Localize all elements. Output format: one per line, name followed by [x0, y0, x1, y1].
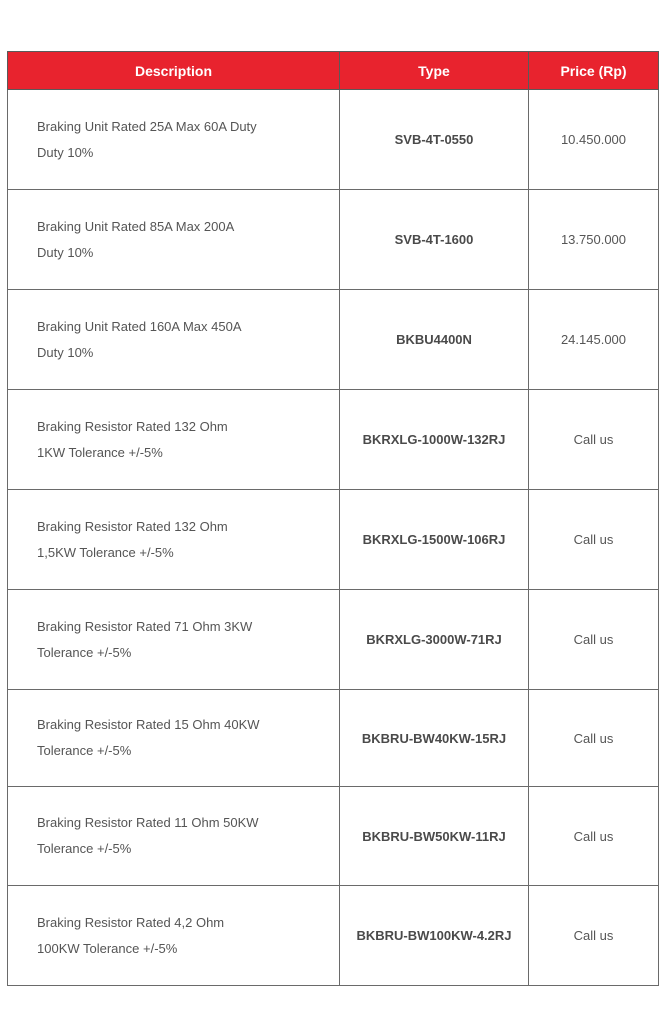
price-cell: 24.145.000: [529, 290, 659, 390]
description-cell: [8, 90, 340, 190]
price-cell: Call us: [529, 886, 659, 986]
price-cell: 10.450.000: [529, 90, 659, 190]
table-row: [8, 490, 659, 590]
table-row: [8, 886, 659, 986]
type-cell: BKRXLG-3000W-71RJ: [340, 590, 529, 690]
table-row: [8, 787, 659, 886]
description-line-2: Duty 10%: [37, 344, 94, 360]
price-cell: Call us: [529, 787, 659, 886]
header-price: Price (Rp): [529, 52, 659, 90]
description-cell: [8, 690, 340, 787]
type-cell: SVB-4T-0550: [340, 90, 529, 190]
price-table: [7, 51, 659, 986]
description-cell: [8, 490, 340, 590]
header-row: [8, 52, 659, 90]
header-description: Description: [8, 52, 340, 90]
table-row: [8, 190, 659, 290]
table-row: [8, 390, 659, 490]
price-cell: Call us: [529, 490, 659, 590]
description-line-2: 1,5KW Tolerance +/-5%: [37, 544, 174, 560]
description-cell: [8, 390, 340, 490]
description-cell: [8, 590, 340, 690]
description-line-2: 100KW Tolerance +/-5%: [37, 940, 178, 956]
header-type: Type: [340, 52, 529, 90]
description-cell: [8, 290, 340, 390]
description-line-2: Tolerance +/-5%: [37, 841, 132, 856]
description-line-1: Braking Unit Rated 85A Max 200A: [37, 218, 235, 234]
type-cell: BKRXLG-1000W-132RJ: [340, 390, 529, 490]
type-cell: BKBRU-BW100KW-4.2RJ: [340, 886, 529, 986]
description-cell: [8, 190, 340, 290]
description-line-2: Duty 10%: [37, 244, 94, 260]
description-line-1: Braking Resistor Rated 132 Ohm: [37, 518, 228, 534]
description-line-2: Duty 10%: [37, 144, 94, 160]
price-cell: Call us: [529, 590, 659, 690]
description-line-2: 1KW Tolerance +/-5%: [37, 444, 163, 460]
type-cell: BKRXLG-1500W-106RJ: [340, 490, 529, 590]
description-line-2: Tolerance +/-5%: [37, 743, 132, 758]
type-cell: BKBU4400N: [340, 290, 529, 390]
description-line-1: Braking Unit Rated 160A Max 450A: [37, 318, 242, 334]
description-line-1: Braking Resistor Rated 71 Ohm 3KW: [37, 618, 253, 634]
description-cell: [8, 787, 340, 886]
table-row: [8, 90, 659, 190]
description-line-1: Braking Resistor Rated 4,2 Ohm: [37, 914, 225, 930]
table-row: [8, 590, 659, 690]
description-line-1: Braking Unit Rated 25A Max 60A Duty: [37, 118, 257, 134]
price-cell: Call us: [529, 690, 659, 787]
description-cell: [8, 886, 340, 986]
type-cell: BKBRU-BW40KW-15RJ: [340, 690, 529, 787]
description-line-1: Braking Resistor Rated 11 Ohm 50KW: [37, 815, 259, 830]
description-line-2: Tolerance +/-5%: [37, 644, 132, 660]
table-row: [8, 690, 659, 787]
description-line-1: Braking Resistor Rated 15 Ohm 40KW: [37, 717, 260, 732]
price-cell: Call us: [529, 390, 659, 490]
type-cell: SVB-4T-1600: [340, 190, 529, 290]
table-row: [8, 290, 659, 390]
table-header: [8, 52, 659, 90]
table-body: [8, 90, 659, 986]
description-line-1: Braking Resistor Rated 132 Ohm: [37, 418, 228, 434]
price-cell: 13.750.000: [529, 190, 659, 290]
type-cell: BKBRU-BW50KW-11RJ: [340, 787, 529, 886]
